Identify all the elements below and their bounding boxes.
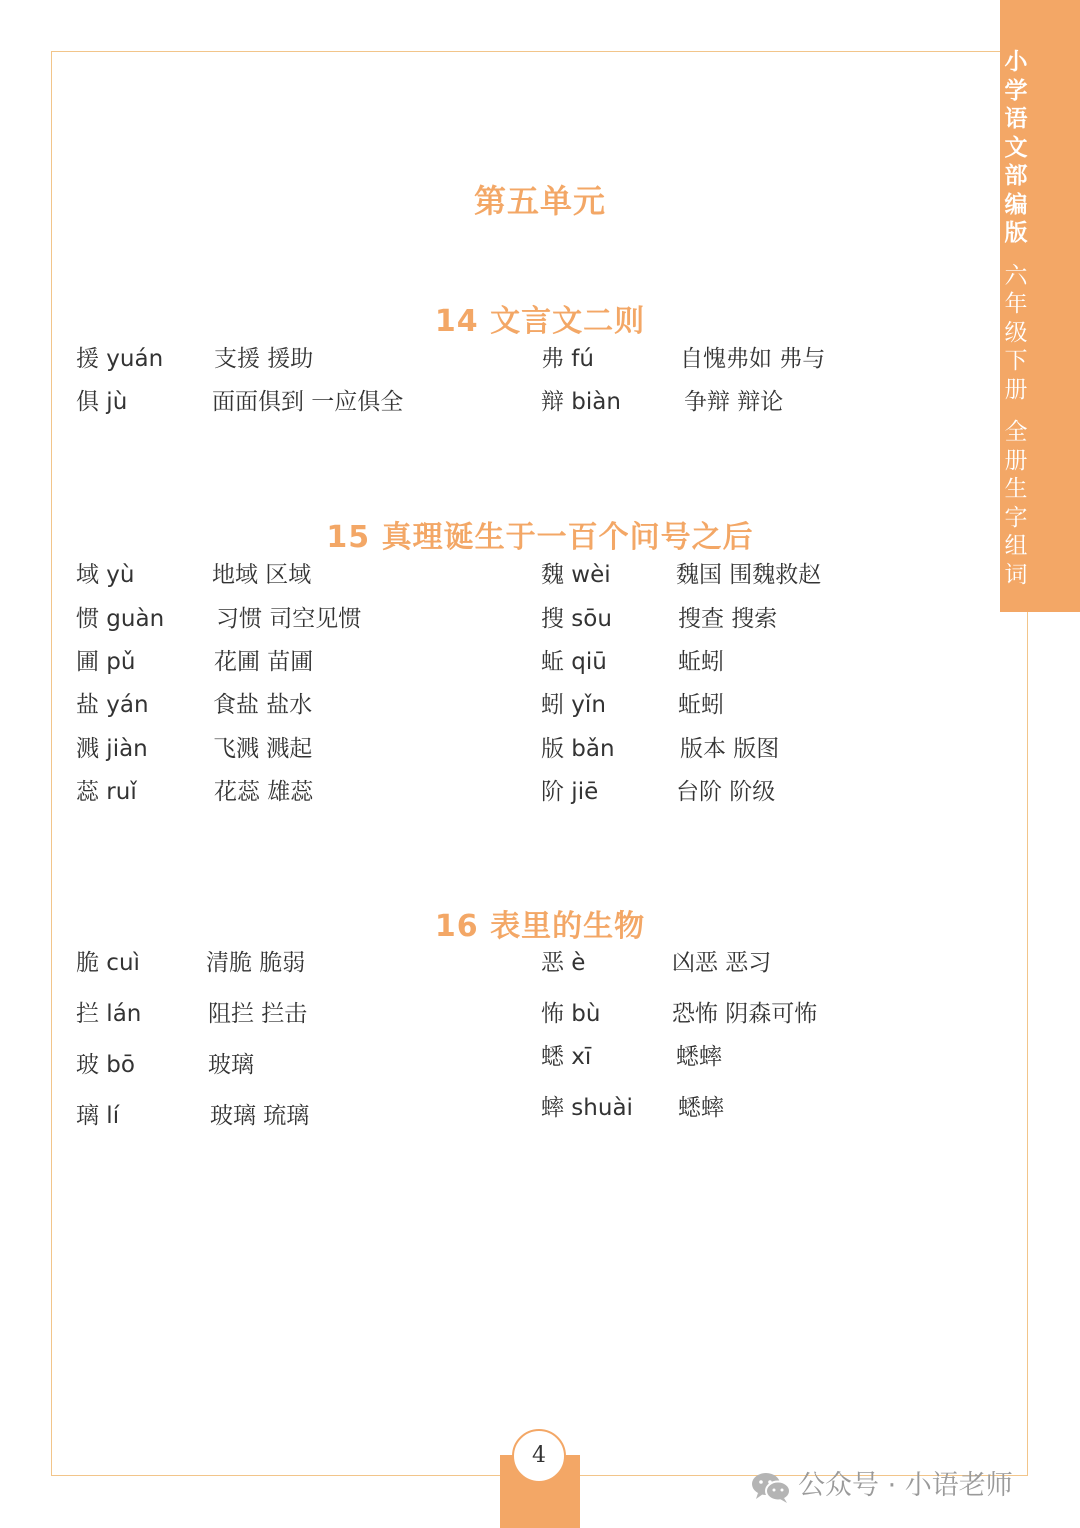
word-entry: 地域 区域 [212,562,312,588]
unit-title: 第五单元 [473,182,606,220]
word-entry: 蟋蟀 [676,1044,722,1070]
char-entry: 怖 bù [541,1001,601,1027]
word-entry: 蚯蚓 [678,649,724,675]
word-entry: 蚯蚓 [678,692,724,718]
char-entry: 拦 lán [76,1001,142,1027]
word-entry: 习惯 司空见惯 [216,606,362,632]
char-entry: 圃 pǔ [76,649,136,675]
word-entry: 玻璃 琉璃 [210,1103,310,1129]
char-entry: 魏 wèi [541,562,611,588]
word-entry: 争辩 辩论 [684,389,784,415]
lesson-14-title: 14 文言文二则 [434,304,646,339]
side-series: 小学语文部编版 [1004,49,1028,246]
char-entry: 阶 jiē [541,779,599,805]
word-entry: 支援 援助 [214,346,314,372]
watermark [750,1466,1013,1506]
word-entry: 版本 版图 [680,736,780,762]
char-entry: 恶 è [541,950,586,976]
lesson-16-title: 16 表里的生物 [434,909,646,944]
word-entry: 花蕊 雄蕊 [214,779,314,805]
char-entry: 蕊 ruǐ [76,779,137,805]
page-border [51,51,1028,1476]
word-entry: 清脆 脆弱 [206,950,306,976]
word-entry: 阻拦 拦击 [208,1001,308,1027]
word-entry: 凶恶 恶习 [672,950,772,976]
word-entry: 面面俱到 一应俱全 [212,389,404,415]
char-entry: 援 yuán [76,346,164,372]
watermark-text: 公众号 · 小语老师 [798,1470,1013,1501]
page-number: 4 [512,1429,566,1483]
word-entry: 台阶 阶级 [676,779,776,805]
word-entry: 食盐 盐水 [213,692,313,718]
char-entry: 脆 cuì [76,950,140,976]
char-entry: 盐 yán [76,692,149,718]
char-entry: 俱 jù [76,389,128,415]
char-entry: 璃 lí [76,1103,120,1129]
side-topic: 全册生字组词 [1004,419,1028,588]
char-entry: 蚓 yǐn [541,692,606,718]
wechat-icon [750,1470,792,1504]
char-entry: 溅 jiàn [76,736,148,762]
char-entry: 弗 fú [541,346,594,372]
char-entry: 蚯 qiū [541,649,607,675]
word-entry: 飞溅 溅起 [213,736,313,762]
word-entry: 自愧弗如 弗与 [680,346,826,372]
char-entry: 惯 guàn [76,606,165,632]
char-entry: 玻 bō [76,1052,135,1078]
word-entry: 玻璃 [208,1052,254,1078]
word-entry: 搜查 搜索 [678,606,778,632]
char-entry: 域 yù [76,562,135,588]
word-entry: 蟋蟀 [678,1095,724,1121]
char-entry: 版 bǎn [541,736,615,762]
word-entry: 魏国 围魏救赵 [676,562,822,588]
word-entry: 恐怖 阴森可怖 [672,1001,818,1027]
lesson-15-title: 15 真理诞生于一百个问号之后 [326,520,754,555]
side-grade: 六年级下册 [1004,262,1028,403]
word-entry: 花圃 苗圃 [214,649,314,675]
char-entry: 搜 sōu [541,606,612,632]
char-entry: 蟋 xī [541,1044,592,1070]
char-entry: 蟀 shuài [541,1095,633,1121]
char-entry: 辩 biàn [541,389,621,415]
